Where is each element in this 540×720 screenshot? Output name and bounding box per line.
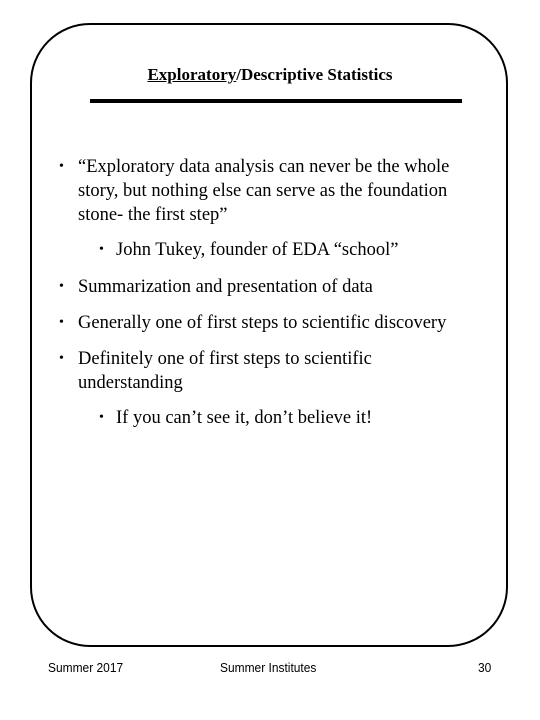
bullet-text: Summarization and presentation of data: [78, 277, 373, 297]
bullet-line: stone- the first step”: [78, 205, 228, 225]
bullet-line: “Exploratory data analysis can never be the whole: [78, 157, 450, 177]
footer-page-number: 30: [478, 660, 492, 675]
title-rest: /Descriptive Statistics: [236, 65, 393, 84]
footer-date: Summer 2017: [48, 660, 124, 675]
bullet-line: story, but nothing else can serve as the foundation: [78, 181, 448, 201]
bullet-line: Definitely one of first steps to scientific: [78, 349, 372, 369]
bullet-marker: •: [59, 351, 64, 366]
title-divider: [90, 99, 462, 103]
bullet-tukey-quote: [59, 155, 499, 227]
bullet-scientific-understanding: [59, 347, 499, 395]
bullet-scientific-discovery: [59, 311, 499, 335]
bullet-marker: •: [99, 242, 104, 257]
bullet-text: John Tukey, founder of EDA “school”: [116, 240, 399, 260]
bullet-text: Generally one of first steps to scientific discovery: [78, 313, 447, 333]
footer-event: Summer Institutes: [220, 660, 317, 675]
title-underlined-word: Exploratory: [147, 65, 237, 84]
sub-bullet-see-it: [99, 406, 499, 430]
slide-frame: [30, 23, 508, 647]
bullet-text: If you can’t see it, don’t believe it!: [116, 408, 373, 428]
bullet-marker: •: [59, 159, 64, 174]
slide-title: [0, 64, 540, 86]
bullet-marker: •: [99, 410, 104, 425]
bullet-marker: •: [59, 279, 64, 294]
sub-bullet-tukey-attribution: [99, 238, 499, 262]
bullet-marker: •: [59, 315, 64, 330]
bullet-line: understanding: [78, 373, 183, 393]
bullet-summarization: [59, 275, 499, 299]
